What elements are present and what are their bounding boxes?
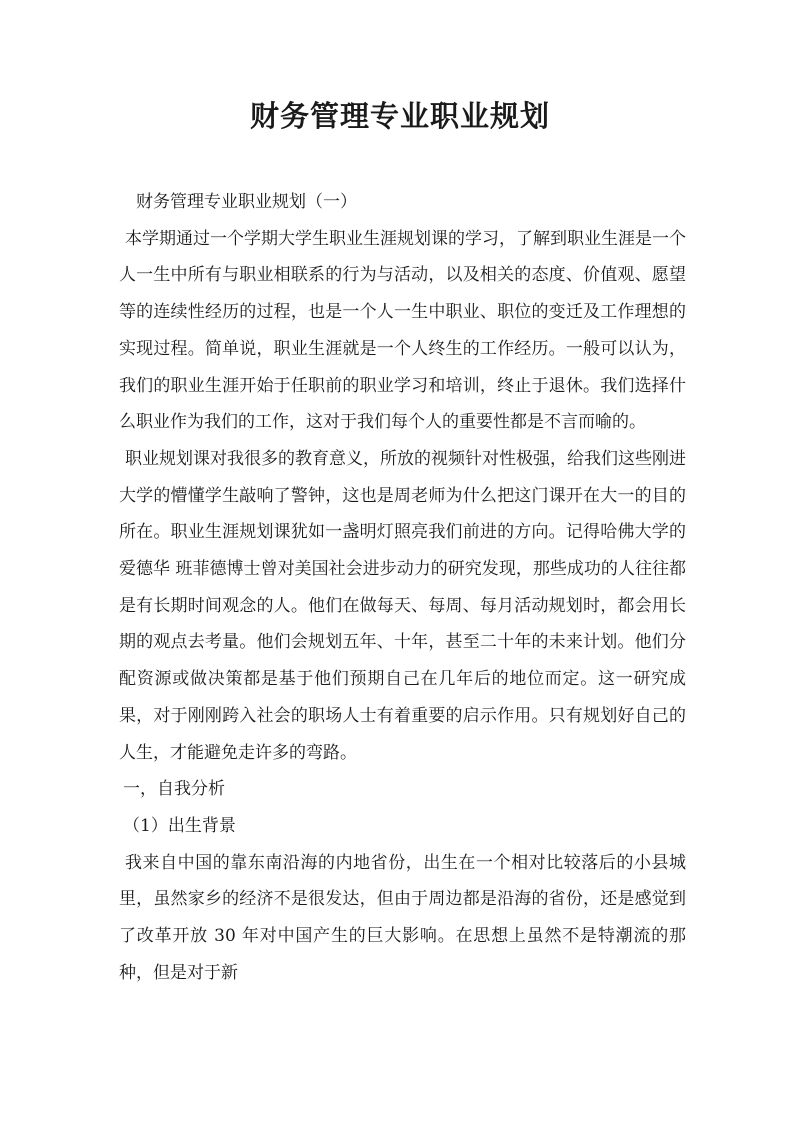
subheading-birth-background: （1）出生背景 — [123, 815, 236, 836]
document-title: 财务管理专业职业规划 — [249, 99, 550, 133]
section-heading: 财务管理专业职业规划（一） — [136, 192, 357, 212]
subheading-self-analysis: 一，自我分析 — [123, 779, 225, 800]
paragraph-background: 我来自中国的靠东南沿海的内地省份，出生在一个相对比较落后的小县城里，虽然家乡的经济不是很发达，但由于周边都是沿海的省份，还是感觉到了改革开放 30 年对中国产生的巨大影响。在思想上虽然不是特潮流的那种，但是对于新 — [119, 852, 686, 983]
paragraph-course-intro: 本学期通过一个学期大学生职业生涯规划课的学习，了解到职业生涯是一个人一生中所有与职业相联系的行为与活动，以及相关的态度、价值观、愿望等的连续性经历的过程，也是一个人一生中职业、职位的变迁及工作理想的实现过程。简单说，职业生涯就是一个人终生的工作经历。一般可以认为，我们的职业生涯开始于任职前的职业学习和培训，终止于退休。我们选择什么职业作为我们的工作，这对于我们每个人的重要性都是不言而喻的。 — [119, 228, 686, 433]
document-body — [119, 184, 686, 991]
paragraph-course-meaning: 职业规划课对我很多的教育意义，所放的视频针对性极强，给我们这些刚进大学的懵懂学生敲响了警钟，这也是周老师为什么把这门课开在大一的目的所在。职业生涯规划课犹如一盏明灯照亮我们前进的方向。记得哈佛大学的爱德华 班菲德博士曾对美国社会进步动力的研究发现，那些成功的人往往都是有长期时间观念的人。他们在做每天、每周、每月活动规划时，都会用长期的观点去考量。他们会规划五年、十年，甚至二十年的未来计划。他们分配资源或做决策都是基于他们预期自己在几年后的地位而定。这一研究成果，对于刚刚跨入社会的职场人士有着重要的启示作用。只有规划好自己的人生，才能避免走许多的弯路。 — [119, 448, 686, 763]
